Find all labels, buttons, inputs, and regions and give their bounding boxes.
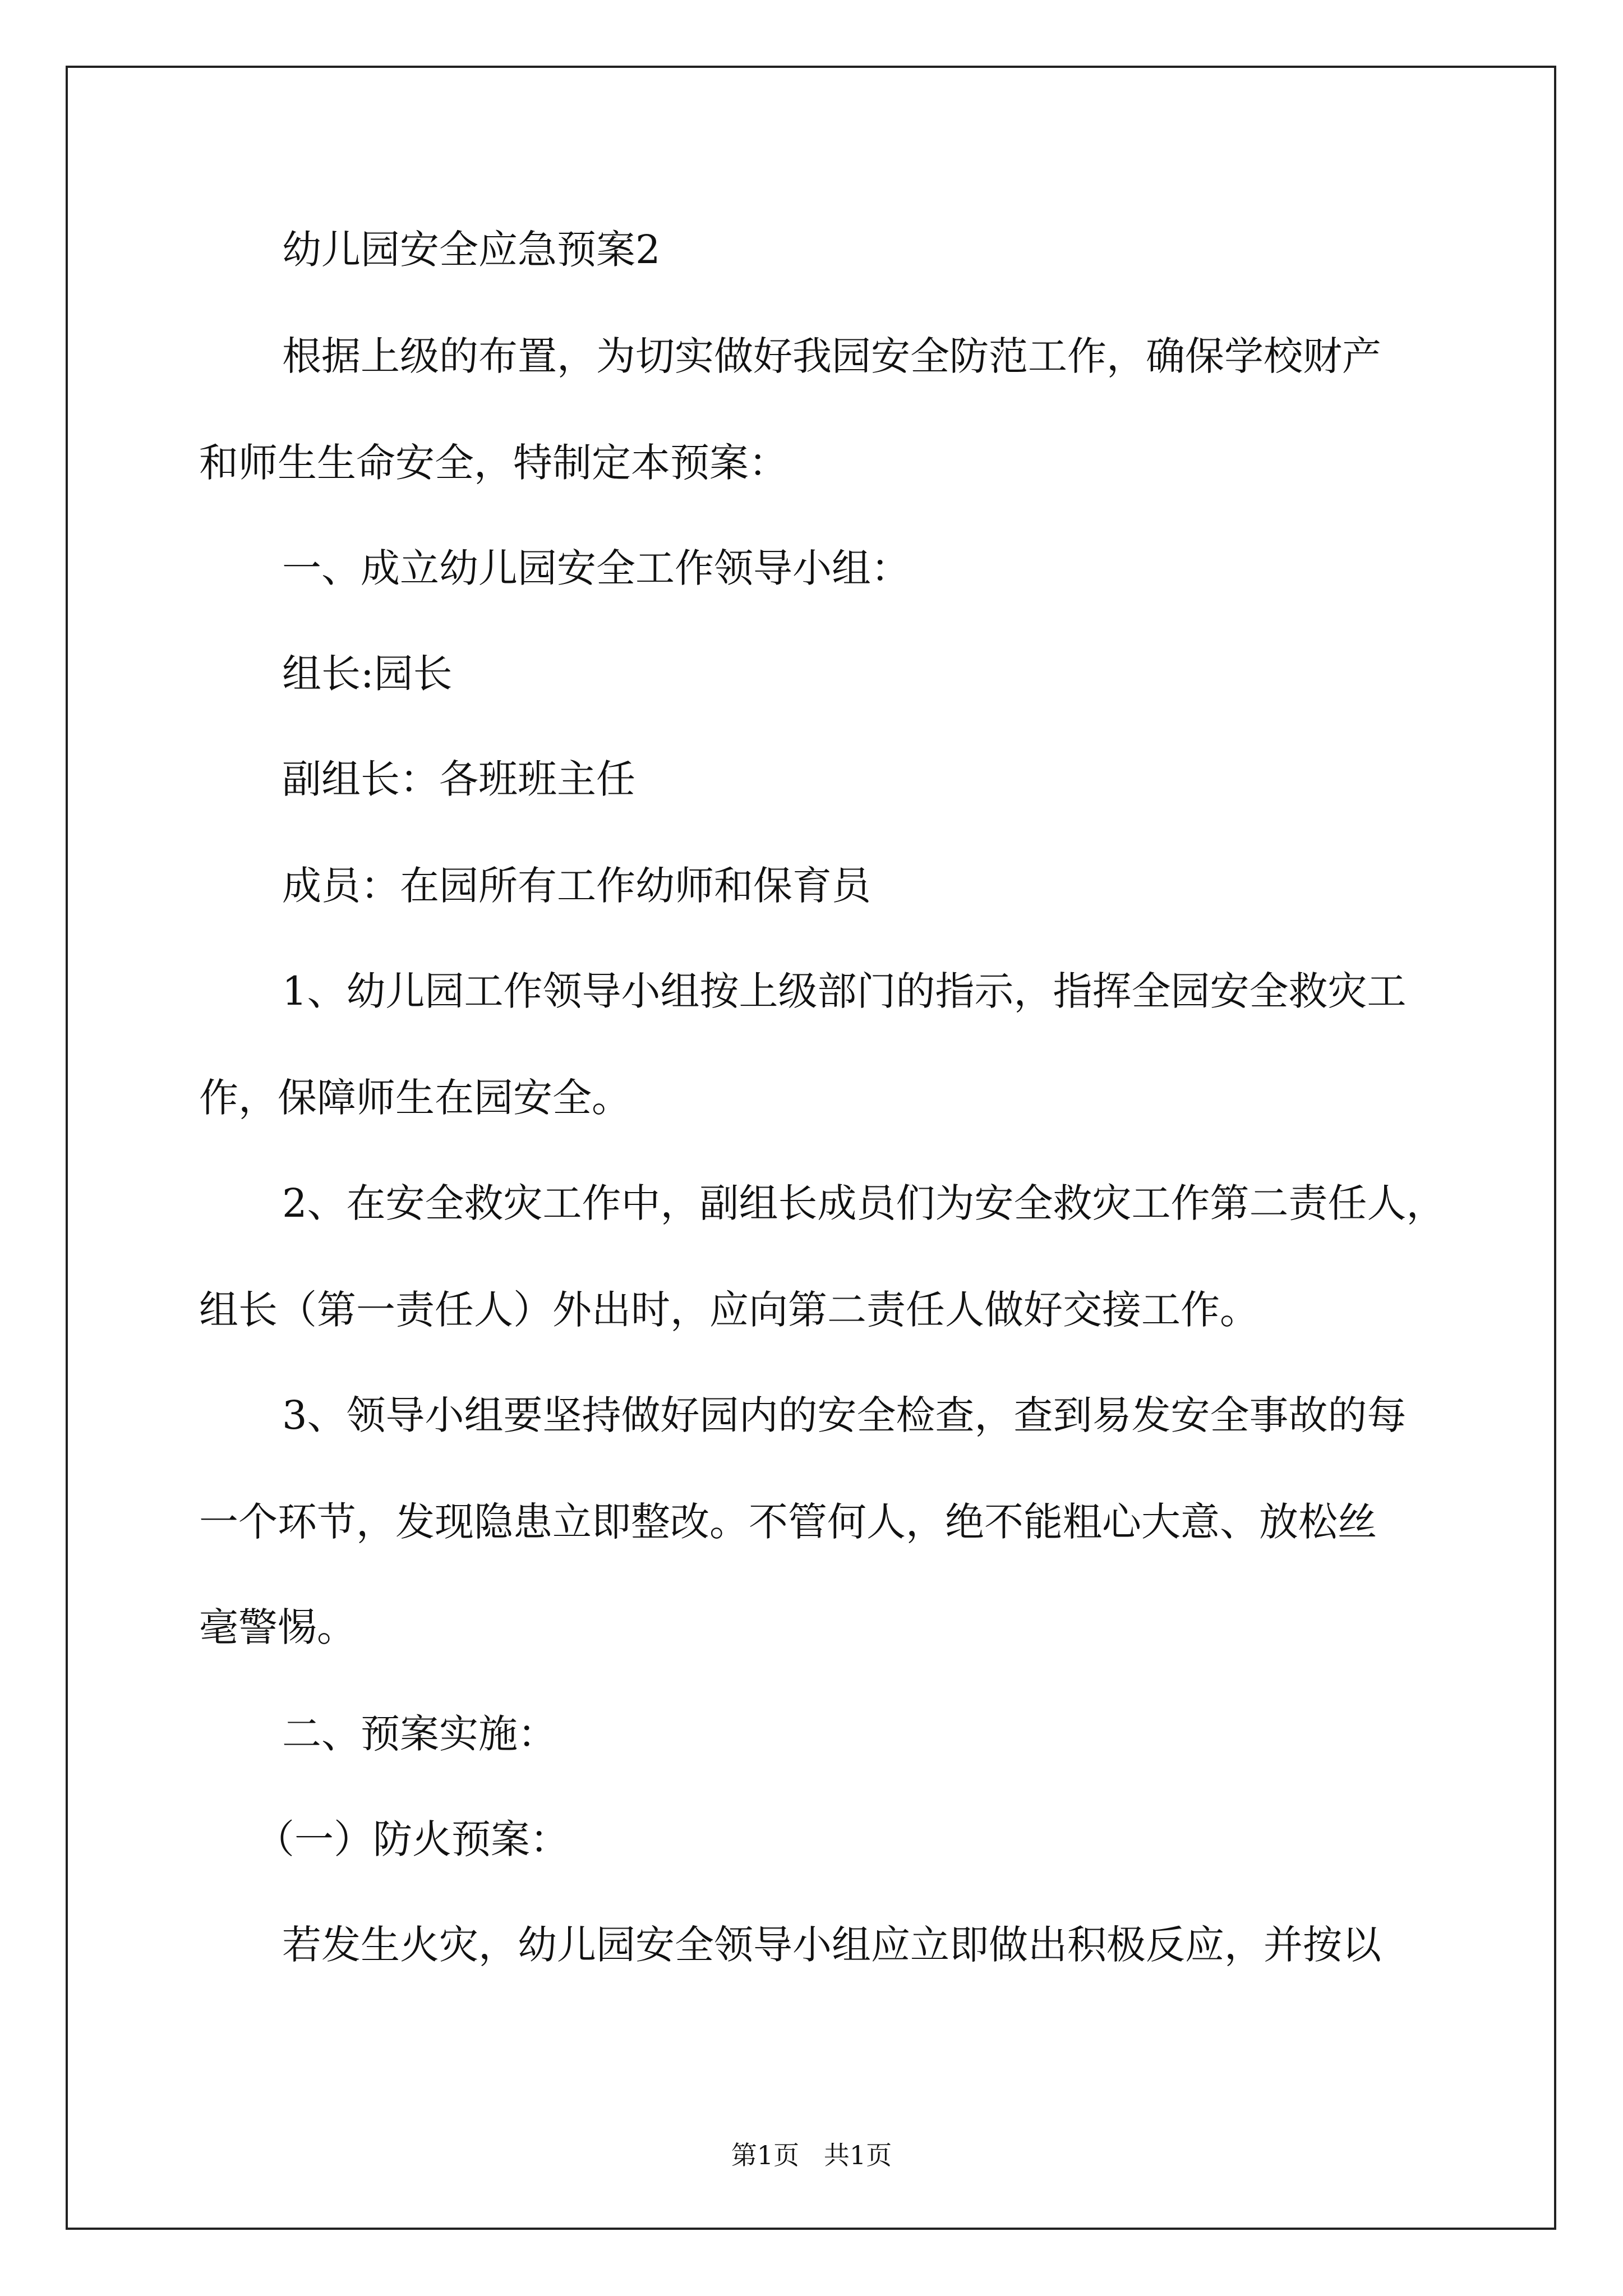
paragraph-line: 若发生火灾，幼儿园安全领导小组应立即做出积极反应，并按以 (282, 1922, 1381, 1968)
page-number: 第1页 共1页 (731, 2140, 892, 2170)
paragraph-line: 2、在安全救灾工作中，副组长成员们为安全救灾工作第二责任人， (282, 1180, 1446, 1226)
paragraph-line: 和师生生命安全，特制定本预案： (199, 440, 788, 486)
paragraph-line: 组长:园长 (282, 651, 453, 697)
section-heading: 二、预案实施： (282, 1711, 557, 1757)
paragraph-line: 根据上级的布置，为切实做好我园安全防范工作，确保学校财产 (282, 333, 1381, 379)
page-border (66, 66, 1556, 2230)
paragraph-line: 一个环节，发现隐患立即整改。不管何人，绝不能粗心大意、放松丝 (199, 1499, 1377, 1545)
document-title: 幼儿园安全应急预案2 (282, 227, 661, 273)
paragraph-line: 组长（第一责任人）外出时，应向第二责任人做好交接工作。 (199, 1287, 1259, 1333)
section-heading: 一、成立幼儿园安全工作领导小组： (282, 545, 910, 591)
subsection-heading: （一）防火预案： (255, 1816, 569, 1862)
paragraph-line: 1、幼儿园工作领导小组按上级部门的指示，指挥全园安全救灾工 (282, 968, 1407, 1014)
paragraph-line: 毫警惕。 (199, 1604, 356, 1650)
paragraph-line: 作，保障师生在园安全。 (199, 1075, 631, 1121)
paragraph-line: 副组长：各班班主任 (282, 756, 635, 802)
paragraph-line: 3、领导小组要坚持做好园内的安全检查，查到易发安全事故的每 (282, 1392, 1407, 1438)
paragraph-line: 成员：在园所有工作幼师和保育员 (282, 863, 871, 909)
